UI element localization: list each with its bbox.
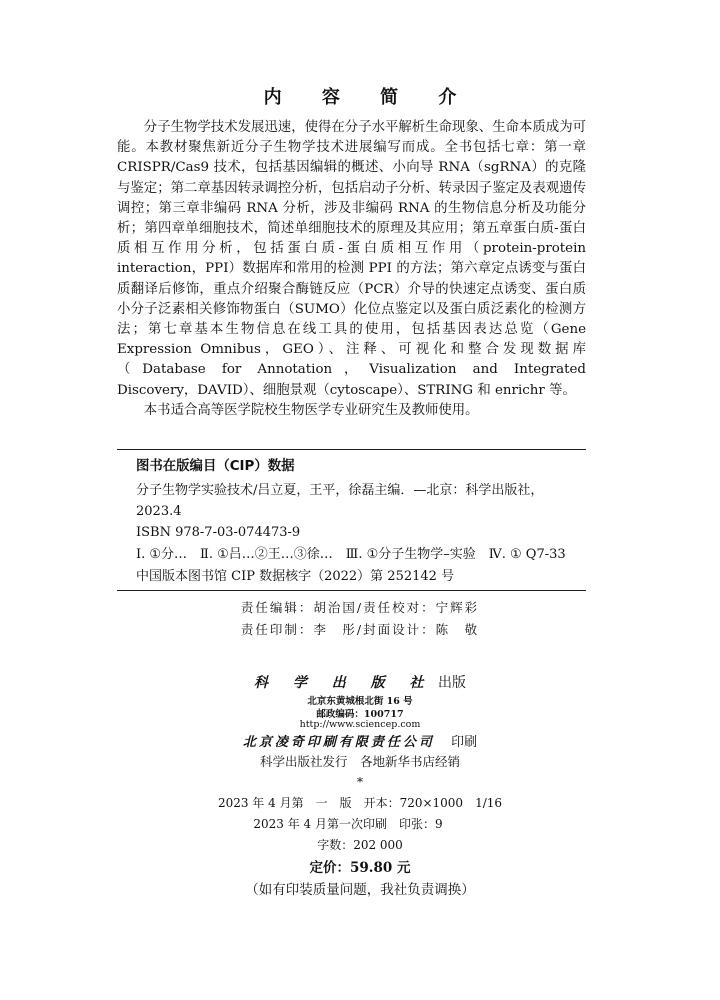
- price: 定价：59.80 元: [309, 860, 411, 876]
- word-count: 字数：202 000: [317, 838, 403, 852]
- cip-bottom-rule: [117, 590, 586, 591]
- publisher-address: 北京东黄城根北街 16 号: [307, 696, 413, 707]
- cip-record-number: 中国版本图书馆 CIP 数据核字（2022）第 252142 号: [136, 569, 455, 584]
- cip-isbn: ISBN 978-7-03-074473-9: [136, 525, 301, 540]
- cip-heading: 图书在版编目（CIP）数据: [136, 459, 295, 474]
- summary-paragraph-1: 分子生物学技术发展迅速，使得在分子水平解析生命现象、生命本质成为可能。本教材聚焦新近分子生物学技术进展编写而成。全书包括七章：第一章 CRISPR/Cas9 技术，包括基因编辑的概述、小向导 RNA（sgRNA）的克隆与鉴定；第二章基因转录调控分析，包括启动子分析、转录因子鉴定及表观遗传调控；第三章非编码 RNA 分析，涉及非编码 RNA 的生物信息分析及功能分析；第四章单细胞技术，简述单细胞技术的原理及其应用；第五章蛋白质-蛋白质相互作用分析，包括蛋白质-蛋白质相互作用（protein-protein interaction，PPI）数据库和常用的检测 PPI 的方法；第六章定点诱变与蛋白质翻译后修饰，重点介绍聚合酶链反应（PCR）介导的快速定点诱变、蛋白质小分子泛素相关修饰物蛋白（SUMO）化位点鉴定以及蛋白质泛素化的检测方法；第七章基本生物信息在线工具的使用，包括基因表达总览（Gene Expression Omnibus，GEO）、注释、可视化和整合发现数据库（Database for Annotation，Visualization and Integrated Discovery，DAVID）、细胞景观（cytoscape）、STRING 和 enrichr 等。: [117, 120, 586, 398]
- quality-notice: （如有印装质量问题，我社负责调换）: [245, 882, 475, 898]
- separator-mark: *: [356, 774, 364, 789]
- credits-production: 责任印制：李 彤/封面设计：陈 敬: [240, 622, 480, 637]
- printer-name: 北京凌奇印刷有限责任公司: [242, 735, 435, 750]
- summary-paragraph-2: 本书适合高等医学院校生物医学专业研究生及教师使用。: [143, 402, 479, 418]
- cip-bibliographic: 分子生物学实验技术/吕立夏，王平，徐磊主编．—北京：科学出版社，2023.4: [136, 483, 544, 519]
- edition-line: 2023 年 4 月第 一 版 开本：720×1000 1/16: [217, 796, 503, 810]
- summary-text: [117, 118, 586, 421]
- publisher-line: [0, 672, 720, 692]
- printing-line: 2023 年 4 月第一次印刷 印张：9: [253, 817, 443, 831]
- printer-suffix: 印刷: [451, 735, 478, 750]
- publisher-postcode: 邮政编码：100717: [316, 709, 404, 720]
- printer-line: [0, 731, 720, 750]
- publisher-website: http://www.sciencep.com: [299, 719, 421, 730]
- cip-top-rule: [117, 449, 586, 450]
- publisher-name: 科 学 出 版 社: [254, 675, 434, 691]
- cip-classification: Ⅰ. ①分… Ⅱ. ①吕…②王…③徐… Ⅲ. ①分子生物学–实验 Ⅳ. ① Q7-33: [136, 547, 566, 562]
- publisher-suffix: 出版: [437, 675, 466, 691]
- summary-heading: 内 容 简 介: [263, 87, 474, 108]
- credits-editors: 责任编辑：胡治国/责任校对：宁辉彩: [240, 600, 480, 615]
- distribution-line: 科学出版社发行 各地新华书店经销: [259, 754, 460, 769]
